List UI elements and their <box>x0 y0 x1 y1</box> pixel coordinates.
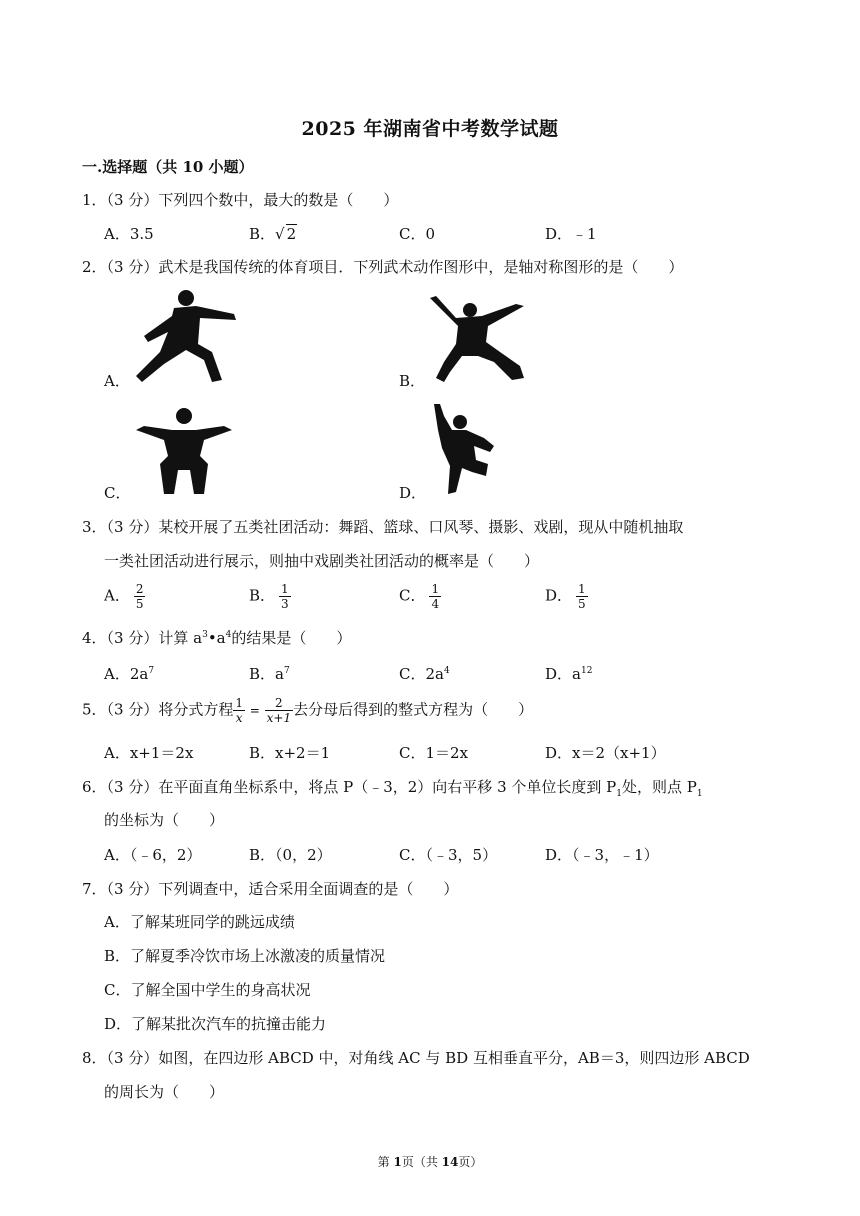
q4-option-d: D．$a^{12}$ <box>545 665 593 683</box>
q5-option-a: A．x+1＝2x <box>104 744 194 762</box>
q3-stem-line1: 3．（3 分）某校开展了五类社团活动：舞蹈、篮球、口风琴、摄影、戏剧，现从中随机抽取 <box>82 518 684 536</box>
q1-option-b: B．√ 2 <box>249 225 297 243</box>
q6-option-b: B．（0，2） <box>249 846 332 864</box>
q6-option-c: C．（﹣3，5） <box>399 846 498 864</box>
q6-option-a: A．（﹣6，2） <box>104 846 202 864</box>
q1-option-a: A．3.5 <box>104 225 154 243</box>
q6-stem-line1: 6．（3 分）在平面直角坐标系中，将点 P（﹣3，2）向右平移 3 个单位长度到 $P_1$处，则点 $P_1$ <box>82 778 703 799</box>
q3-option-a: A． $\frac{2}{5}$ <box>104 582 144 611</box>
q2-option-a-label: A． <box>104 372 130 390</box>
page-title: 2025 年湖南省中考数学试题 <box>301 118 559 140</box>
q3-option-d: D． $\frac{1}{5}$ <box>545 582 586 611</box>
q7-stem: 7．（3 分）下列调查中，适合采用全面调查的是（ ） <box>82 880 459 898</box>
q4-option-b: B．$a^7$ <box>249 665 290 683</box>
q8-stem-line1: 8．（3 分）如图，在四边形 ABCD 中，对角线 AC 与 BD 互相垂直平分，AB＝3，则四边形 ABCD <box>82 1049 750 1067</box>
q2-option-c-label: C． <box>104 484 131 502</box>
q3-stem-line2: 一类社团活动进行展示，则抽中戏剧类社团活动的概率是（ ） <box>104 552 540 570</box>
q4-stem: 4．（3 分）计算 $a^3•a^4$的结果是（ ） <box>82 629 352 647</box>
q1-stem: 1．（3 分）下列四个数中，最大的数是（ ） <box>82 191 399 209</box>
q2-option-d-label: D． <box>399 484 427 502</box>
q6-option-d: D．（﹣3，﹣1） <box>545 846 659 864</box>
q3-option-c: C． $\frac{1}{4}$ <box>399 582 440 611</box>
q1-option-d: D．﹣1 <box>545 225 597 243</box>
kungfu-figure-c <box>134 404 234 496</box>
q5-option-d: D．x＝2（x+1） <box>545 744 666 762</box>
q7-option-c: C．了解全国中学生的身高状况 <box>104 981 311 999</box>
q5-option-b: B．x+2＝1 <box>249 744 331 762</box>
q7-option-d: D．了解某批次汽车的抗撞击能力 <box>104 1015 327 1033</box>
q7-option-a: A．了解某班同学的跳远成绩 <box>104 913 295 931</box>
q2-stem: 2．（3 分）武术是我国传统的体育项目．下列武术动作图形中，是轴对称图形的是（ ） <box>82 258 684 276</box>
q4-option-c: C．$2a^4$ <box>399 665 450 683</box>
q2-option-b-label: B． <box>399 372 426 390</box>
q4-option-a: A．$2a^7$ <box>104 665 155 683</box>
kungfu-figure-d <box>430 402 500 496</box>
q7-option-b: B．了解夏季冷饮市场上冰激凌的质量情况 <box>104 947 386 965</box>
q6-stem-line2: 的坐标为（ ） <box>104 811 225 829</box>
q3-option-b: B． $\frac{1}{3}$ <box>249 582 289 611</box>
section-heading: 一.选择题（共 10 小题） <box>82 158 254 176</box>
q1-option-c: C．0 <box>399 225 436 243</box>
kungfu-figure-b <box>426 292 528 384</box>
q5-stem: 5．（3 分）将分式方程 $\frac{1}{x}$ = $\frac{2}{x+1}$ 去分母后得到的整式方程为（ ） <box>82 696 534 725</box>
page-footer: 第 1页（共 14页） <box>377 1155 483 1169</box>
q8-stem-line2: 的周长为（ ） <box>104 1083 225 1101</box>
q5-option-c: C．1＝2x <box>399 744 469 762</box>
kungfu-figure-a <box>134 288 239 384</box>
